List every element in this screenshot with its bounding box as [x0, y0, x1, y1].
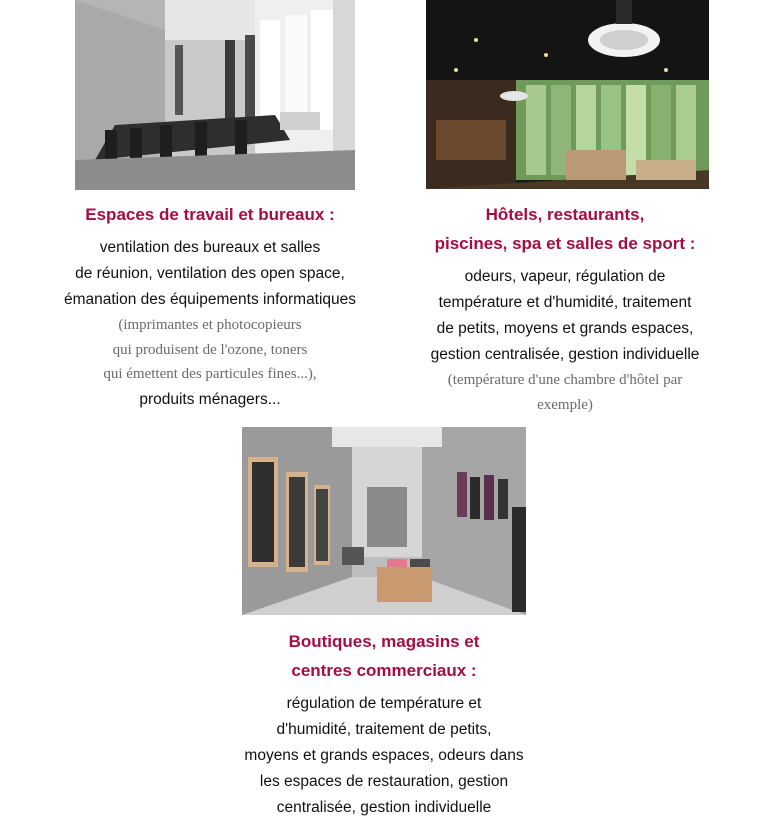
offices-section	[0, 200, 420, 413]
offices-note-line: qui produisent de l'ozone, toners	[112, 341, 308, 358]
hotels-heading: piscines, spa et salles de sport :	[434, 234, 696, 253]
offices-line: ventilation des bureaux et salles	[99, 239, 321, 256]
shops-heading: Boutiques, magasins et	[288, 632, 480, 651]
offices-note-line: (imprimantes et photocopieurs	[118, 317, 302, 333]
offices-heading: Espaces de travail et bureaux :	[85, 205, 335, 224]
shops-line: moyens et grands espaces, odeurs dans	[244, 747, 524, 764]
hotels-line: température et d'humidité, traitement	[438, 294, 692, 311]
shops-line: d'humidité, traitement de petits,	[276, 721, 492, 738]
offices-tail: produits ménagers...	[139, 390, 281, 408]
shops-line: les espaces de restauration, gestion	[259, 773, 509, 790]
shops-heading: centres commerciaux :	[291, 661, 477, 680]
hotels-note-line: exemple)	[537, 396, 593, 413]
offices-note-line: qui émettent des particules fines...),	[103, 366, 317, 382]
offices-line: émanation des équipements informatiques	[63, 291, 357, 308]
shops-line: régulation de température et	[286, 695, 482, 712]
shops-line: centralisée, gestion individuelle	[276, 799, 492, 816]
hotels-note-line: (température d'une chambre d'hôtel par	[447, 372, 683, 388]
offices-line: de réunion, ventilation des open space,	[75, 265, 345, 282]
shops-section	[224, 627, 544, 821]
office-photo	[75, 0, 355, 190]
hotels-line: de petits, moyens et grands espaces,	[436, 320, 694, 337]
boutique-photo	[242, 427, 526, 615]
hotels-section	[405, 200, 725, 417]
hotels-line: odeurs, vapeur, régulation de	[464, 268, 666, 285]
hotels-line: gestion centralisée, gestion individuelle	[430, 346, 700, 363]
restaurant-photo	[426, 0, 709, 189]
hotels-heading: Hôtels, restaurants,	[485, 205, 645, 224]
